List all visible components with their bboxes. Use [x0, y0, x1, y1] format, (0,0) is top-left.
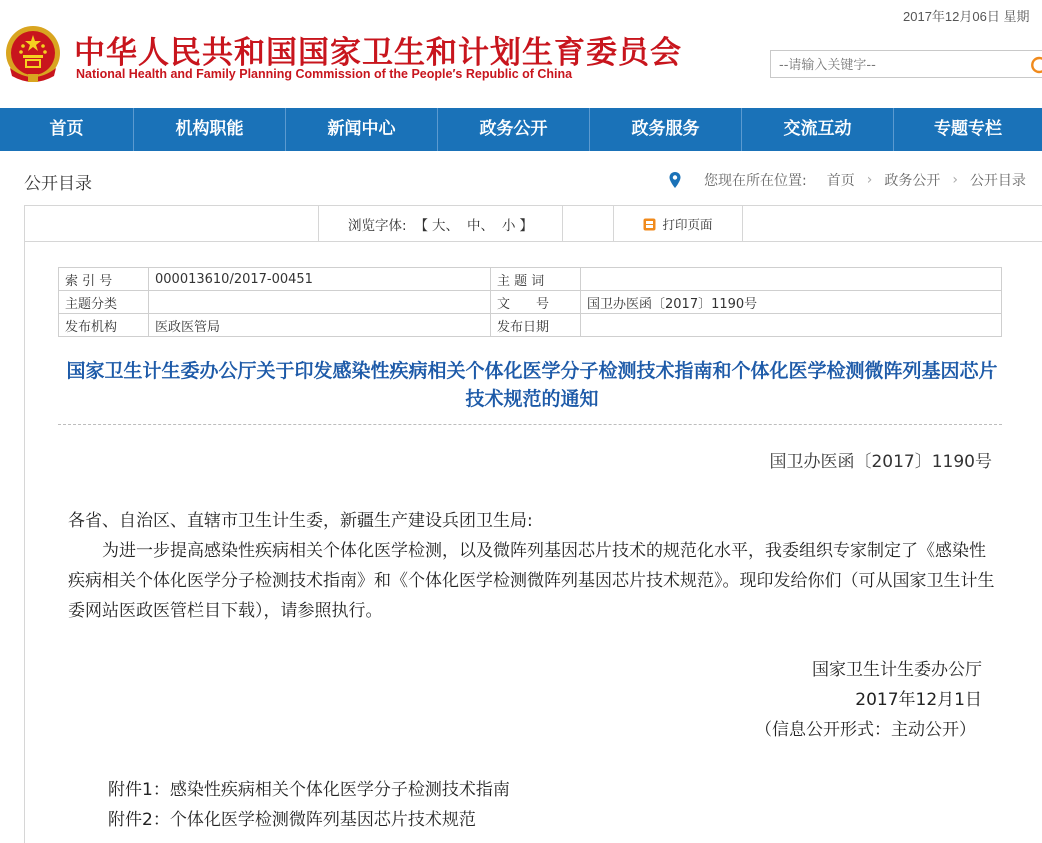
document-meta-table — [58, 267, 1002, 337]
signature-block — [700, 655, 990, 745]
document-title: 国家卫生计生委办公厅关于印发感染性疾病相关个体化医学分子检测技术指南和个体化医学检测微阵列基因芯片技术规范的通知 — [66, 360, 998, 410]
main-nav — [0, 108, 1042, 151]
document-salutation: 各省、自治区、直辖市卫生计生委，新疆生产建设兵团卫生局: — [68, 511, 533, 531]
breadcrumb-prefix: 您现在所在位置: — [704, 173, 807, 189]
document-number: 国卫办医函〔2017〕1190号 — [769, 452, 992, 472]
site-title-en: National Health and Family Planning Commission of the People′s Republic of China — [76, 67, 573, 81]
meta-label-publish-date: 发布日期 — [491, 314, 581, 337]
nav-item-organization[interactable]: 机构职能 — [134, 108, 286, 151]
breadcrumb-link-catalog[interactable]: 公开目录 — [969, 173, 1026, 189]
attachment-link-2[interactable]: 附件2：个体化医学检测微阵列基因芯片技术规范 — [108, 810, 476, 830]
meta-label-doc-number: 文 号 — [491, 291, 581, 314]
table-row — [59, 314, 1002, 337]
font-size-small-button[interactable]: 小 — [502, 218, 516, 234]
meta-value-subject-word — [581, 268, 1002, 291]
font-size-bracket-open: 【 — [414, 218, 429, 234]
national-emblem-icon — [4, 24, 62, 84]
chevron-right-icon: › — [952, 172, 958, 188]
meta-label-publisher: 发布机构 — [59, 314, 149, 337]
title-divider — [58, 424, 1002, 425]
print-icon — [643, 218, 656, 231]
table-row — [59, 291, 1002, 314]
document-body — [68, 506, 998, 626]
breadcrumb-link-government-affairs[interactable]: 政务公开 — [884, 173, 941, 189]
meta-label-category: 主题分类 — [59, 291, 149, 314]
sign-date: 2017年12月1日 — [855, 690, 982, 710]
current-date: 2017年12月06日 星期 — [903, 9, 1030, 24]
breadcrumb — [668, 170, 1026, 190]
search-input[interactable] — [779, 55, 1019, 75]
font-size-bracket-close: 】 — [519, 218, 534, 234]
font-size-medium-button[interactable]: 中、 — [467, 218, 495, 234]
nav-item-special-topics[interactable]: 专题专栏 — [934, 119, 1002, 139]
breadcrumb-link-home[interactable]: 首页 — [826, 173, 855, 189]
meta-value-publisher: 医政医管局 — [149, 314, 491, 337]
font-size-large-button[interactable]: 大、 — [432, 218, 460, 234]
meta-label-index: 索 引 号 — [59, 268, 149, 291]
nav-item-news[interactable]: 新闻中心 — [286, 108, 438, 151]
attachment-link-1[interactable]: 附件1：感染性疾病相关个体化医学分子检测技术指南 — [108, 780, 510, 800]
nav-item-home[interactable]: 首页 — [0, 108, 134, 151]
location-pin-icon — [668, 171, 682, 189]
article-toolbar — [25, 206, 1042, 242]
disclosure-type: （信息公开形式：主动公开） — [755, 720, 976, 740]
search-icon[interactable] — [1029, 55, 1042, 75]
search-box — [770, 50, 1042, 78]
nav-item-interaction[interactable]: 交流互动 — [742, 108, 894, 151]
section-title: 公开目录 — [24, 174, 92, 194]
site-title-cn: 中华人民共和国国家卫生和计划生育委员会 — [74, 35, 682, 71]
nav-item-government-affairs[interactable]: 政务公开 — [438, 108, 590, 151]
meta-value-publish-date — [581, 314, 1002, 337]
signer-name: 国家卫生计生委办公厅 — [812, 660, 982, 680]
meta-value-doc-number: 国卫办医函〔2017〕1190号 — [581, 291, 1002, 314]
site-header — [0, 0, 1042, 108]
meta-value-category — [149, 291, 491, 314]
meta-value-index: 000013610/2017-00451 — [149, 268, 491, 291]
meta-label-subject-word: 主 题 词 — [491, 268, 581, 291]
table-row — [59, 268, 1002, 291]
font-size-control — [318, 206, 563, 242]
chevron-right-icon: › — [866, 172, 873, 188]
print-button[interactable] — [613, 206, 743, 242]
print-label: 打印页面 — [662, 217, 713, 232]
font-size-label: 浏览字体: — [347, 218, 407, 234]
document-paragraph: 为进一步提高感染性疾病相关个体化医学检测，以及微阵列基因芯片技术的规范化水平，我委组织专家制定了《感染性疾病相关个体化医学分子检测技术指南》和《个体化医学检测微阵列基因芯片技术规范》。现印发给你们（可从国家卫生计生委网站医政医管栏目下载），请参照执行。 — [68, 541, 995, 621]
attachments-list — [108, 775, 988, 835]
nav-item-government-services[interactable]: 政务服务 — [590, 108, 742, 151]
